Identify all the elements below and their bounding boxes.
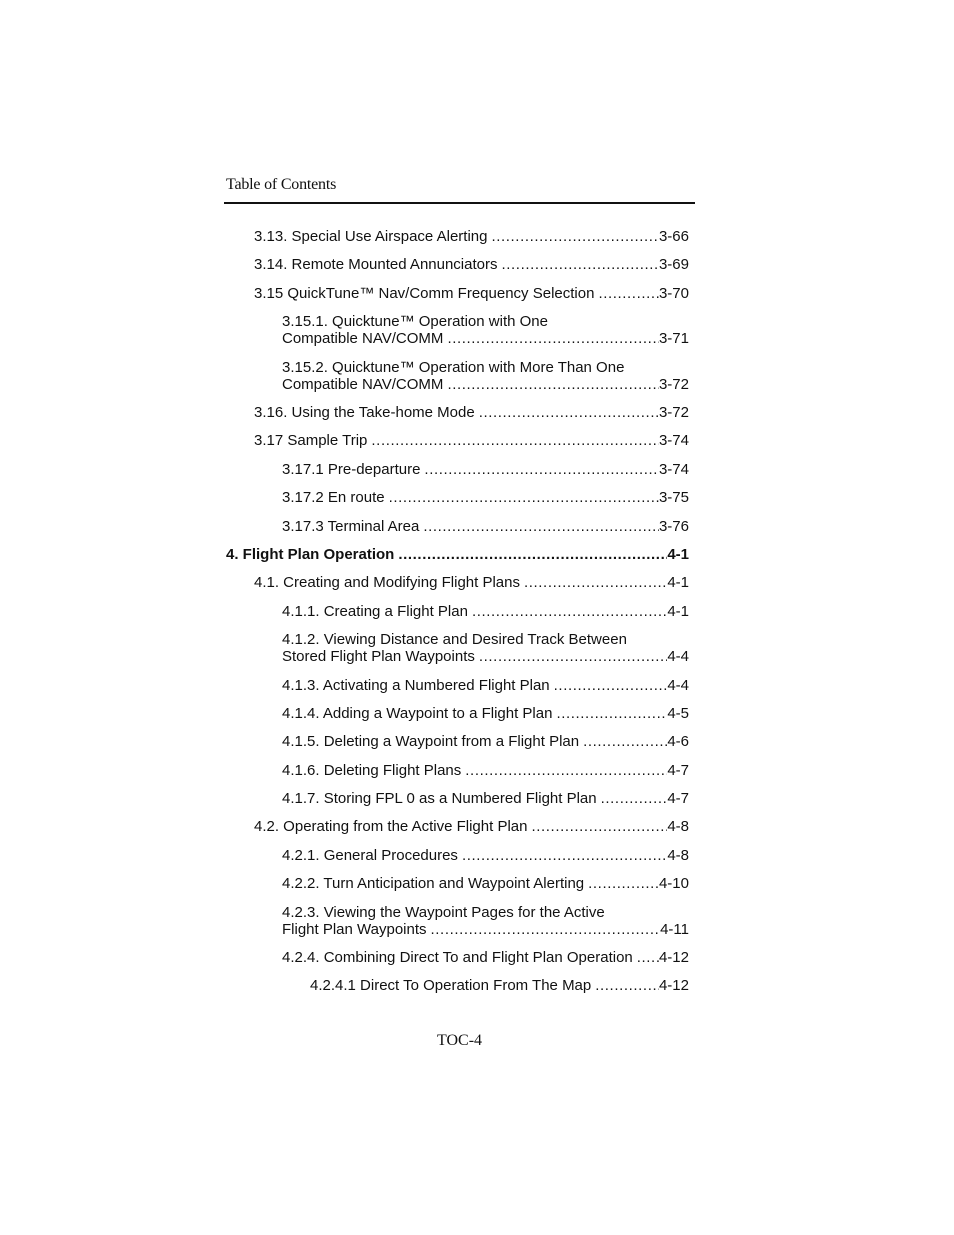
toc-entry-title: 4.2.4.1 Direct To Operation From The Map — [310, 977, 592, 994]
dot-leader — [588, 875, 659, 892]
toc-entry-title: 4.1.6. Deleting Flight Plans — [282, 762, 462, 779]
toc-entry-title: 4. Flight Plan Operation — [226, 546, 395, 563]
dot-leader — [601, 790, 668, 807]
dot-leader — [423, 518, 659, 535]
toc-entry-title: Stored Flight Plan Waypoints — [282, 648, 475, 665]
running-head: Table of Contents — [226, 176, 337, 193]
toc-entry-title: 4.2.1. General Procedures — [282, 847, 458, 864]
dot-leader — [595, 977, 659, 994]
toc-page-number: 4-10 — [658, 875, 689, 892]
toc-page-number: 4-7 — [667, 762, 689, 779]
dot-leader — [447, 330, 659, 347]
toc-entry[interactable] — [282, 603, 689, 620]
dot-leader — [502, 256, 659, 273]
toc-entry[interactable] — [282, 904, 689, 938]
toc-page-number: 3-74 — [658, 461, 689, 478]
toc-entry[interactable] — [282, 313, 689, 347]
toc-page-number: 4-8 — [667, 847, 689, 864]
toc-entry[interactable] — [254, 285, 689, 302]
dot-leader — [583, 733, 667, 750]
toc-page-number: 4-7 — [667, 790, 689, 807]
toc-entry-title: 4.1.1. Creating a Flight Plan — [282, 603, 468, 620]
toc-entry[interactable] — [254, 228, 689, 245]
toc-page-number: 3-74 — [658, 432, 689, 449]
dot-leader — [424, 461, 659, 478]
toc-entry-title: 4.1.4. Adding a Waypoint to a Flight Plan — [282, 705, 553, 722]
toc-entry[interactable] — [254, 818, 689, 835]
dot-leader — [531, 818, 667, 835]
toc-entry-title: 3.15.2. Quicktune™ Operation with More Than One — [282, 359, 625, 376]
toc-entry-title: 4.1.5. Deleting a Waypoint from a Flight Plan — [282, 733, 580, 750]
toc-entry[interactable] — [282, 461, 689, 478]
toc-entry-title: 4.1. Creating and Modifying Flight Plans — [254, 574, 520, 591]
toc-entry[interactable] — [282, 790, 689, 807]
toc-entry[interactable] — [282, 705, 689, 722]
toc-entry[interactable] — [254, 432, 689, 449]
dot-leader — [398, 546, 667, 563]
toc-entry-title: 3.17.1 Pre-departure — [282, 461, 421, 478]
toc-page-number: 3-71 — [658, 330, 689, 347]
dot-leader — [479, 404, 659, 421]
toc-page-number: 4-11 — [660, 921, 689, 938]
toc-entry-title: 4.2. Operating from the Active Flight Plan — [254, 818, 528, 835]
toc-entry[interactable] — [282, 359, 689, 393]
toc-entry[interactable] — [254, 404, 689, 421]
toc-entry-title: 3.17.3 Terminal Area — [282, 518, 420, 535]
toc-entry[interactable] — [282, 875, 689, 892]
toc-page-number: 3-66 — [658, 228, 689, 245]
toc-entry-title: 3.13. Special Use Airspace Alerting — [254, 228, 488, 245]
toc-page-number: 4-12 — [658, 977, 689, 994]
toc-entry-title: 4.2.4. Combining Direct To and Flight Plan Operation — [282, 949, 633, 966]
toc-entry[interactable] — [226, 546, 689, 563]
toc-entry[interactable] — [254, 574, 689, 591]
dot-leader — [371, 432, 659, 449]
dot-leader — [554, 677, 668, 694]
toc-page-number: 3-75 — [658, 489, 689, 506]
toc-page-number: 3-69 — [658, 256, 689, 273]
toc-entry[interactable] — [282, 949, 689, 966]
toc-entry[interactable] — [282, 631, 689, 665]
toc-page-number: 3-70 — [658, 285, 689, 302]
toc-page-number: 3-72 — [658, 404, 689, 421]
toc-entry[interactable] — [282, 733, 689, 750]
toc-entry[interactable] — [282, 762, 689, 779]
toc-entry[interactable] — [310, 977, 689, 994]
dot-leader — [637, 949, 659, 966]
toc-entry-title: 4.1.3. Activating a Numbered Flight Plan — [282, 677, 550, 694]
dot-leader — [556, 705, 667, 722]
dot-leader — [465, 762, 667, 779]
dot-leader — [524, 574, 667, 591]
toc-entry-title: 3.17.2 En route — [282, 489, 385, 506]
toc-page-number: 4-12 — [658, 949, 689, 966]
dot-leader — [462, 847, 667, 864]
toc-entry-title: 4.1.2. Viewing Distance and Desired Track Between — [282, 631, 627, 648]
toc-entry-title: 3.16. Using the Take-home Mode — [254, 404, 475, 421]
dot-leader — [472, 603, 667, 620]
toc-page-number: 4-4 — [667, 677, 689, 694]
toc-entry-title: Compatible NAV/COMM — [282, 376, 444, 393]
toc-page-number: 4-1 — [667, 546, 689, 563]
toc-entry-title: 4.2.2. Turn Anticipation and Waypoint Alerting — [282, 875, 585, 892]
toc-entry-title: Flight Plan Waypoints — [282, 921, 427, 938]
toc-page-number: 4-6 — [667, 733, 689, 750]
toc-entry-title: 4.2.3. Viewing the Waypoint Pages for the Active — [282, 904, 605, 921]
toc-page-number: 3-76 — [658, 518, 689, 535]
dot-leader — [431, 921, 661, 938]
page-number: TOC-4 — [437, 1032, 483, 1049]
toc-entry-title: 3.14. Remote Mounted Annunciators — [254, 256, 498, 273]
toc-entry[interactable] — [254, 256, 689, 273]
toc-page-number: 4-4 — [667, 648, 689, 665]
toc-page-number: 4-5 — [667, 705, 689, 722]
toc-entry-title: 4.1.7. Storing FPL 0 as a Numbered Flight Plan — [282, 790, 597, 807]
dot-leader — [479, 648, 667, 665]
toc-entry[interactable] — [282, 518, 689, 535]
dot-leader — [491, 228, 659, 245]
dot-leader — [447, 376, 659, 393]
toc-entry[interactable] — [282, 677, 689, 694]
toc-entry-title: 3.15.1. Quicktune™ Operation with One — [282, 313, 548, 330]
toc-page-number: 4-1 — [667, 603, 689, 620]
dot-leader — [389, 489, 659, 506]
toc-entry-title: 3.17 Sample Trip — [254, 432, 368, 449]
toc-entry-title: 3.15 QuickTune™ Nav/Comm Frequency Selection — [254, 285, 595, 302]
toc-page-number: 4-8 — [667, 818, 689, 835]
toc-entry-title: Compatible NAV/COMM — [282, 330, 444, 347]
toc-page-number: 3-72 — [658, 376, 689, 393]
toc-entry[interactable] — [282, 847, 689, 864]
toc-entry[interactable] — [282, 489, 689, 506]
dot-leader — [598, 285, 659, 302]
toc-page-number: 4-1 — [667, 574, 689, 591]
